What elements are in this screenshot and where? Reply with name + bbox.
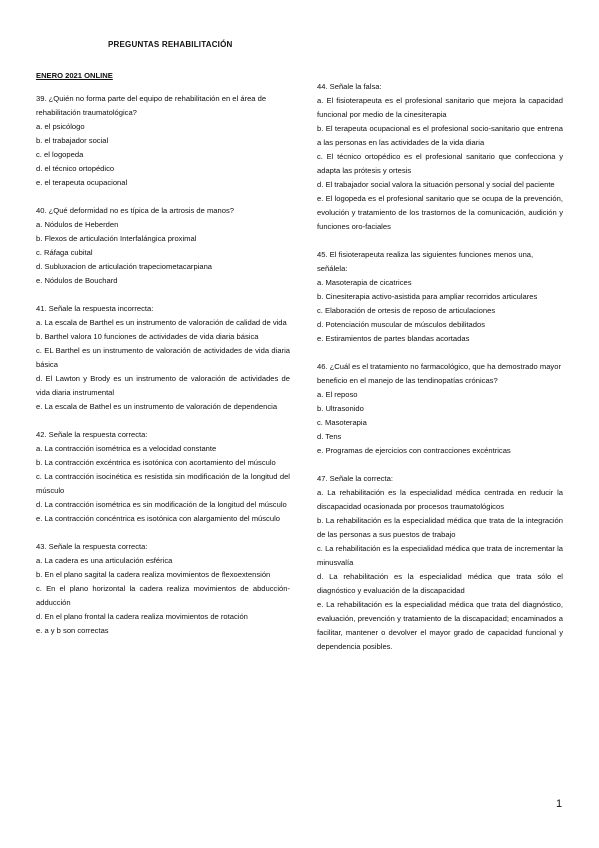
answer-option: c. Masoterapia — [317, 418, 367, 427]
answer-option: d. El Lawton y Brody es un instrumento de valoración de actividades de vida diaria instrumental — [36, 374, 290, 397]
answer-option: a. La cadera es una articulación esférica — [36, 556, 173, 565]
answer-option: e. La escala de Bathel es un instrumento de valoración de dependencia — [36, 402, 278, 411]
right-column — [317, 80, 563, 668]
answer-option: b. Barthel valora 10 funciones de actividades de vida diaria básica — [36, 332, 259, 341]
question-text: 45. El fisioterapeuta realiza las siguientes funciones menos una, señálela: — [317, 250, 534, 273]
answer-option: b. Ultrasonido — [317, 404, 364, 413]
answer-option: d. Subluxacion de articulación trapeciometacarpiana — [36, 262, 213, 271]
answer-option: d. La contracción isométrica es sin modificación de la longitud del músculo — [36, 500, 287, 509]
question-text: 41. Señale la respuesta incorrecta: — [36, 304, 154, 313]
question-text: 40. ¿Qué deformidad no es típica de la artrosis de manos? — [36, 206, 234, 215]
question-block — [36, 92, 290, 190]
answer-option: a. El reposo — [317, 390, 358, 399]
answer-option: b. En el plano sagital la cadera realiza movimientos de flexoextensión — [36, 570, 271, 579]
answer-option: e. Estiramientos de partes blandas acortadas — [317, 334, 470, 343]
question-block — [36, 302, 290, 414]
answer-option: a. La escala de Barthel es un instrumento de valoración de calidad de vida — [36, 318, 287, 327]
answer-option: b. La contracción excéntrica es isotónica con acortamiento del músculo — [36, 458, 276, 467]
answer-option: d. el técnico ortopédico — [36, 164, 115, 173]
answer-option: d. Potenciación muscular de músculos debilitados — [317, 320, 485, 329]
question-text: 42. Señale la respuesta correcta: — [36, 430, 148, 439]
right-question-list — [317, 80, 563, 654]
answer-option: c. La contracción isocinética es resistida sin modificación de la longitud del músculo — [36, 472, 290, 495]
answer-option: b. el trabajador social — [36, 136, 109, 145]
exam-label: ENERO 2021 ONLINE — [36, 71, 113, 80]
page-title: PREGUNTAS REHABILITACIÓN — [108, 40, 233, 49]
answer-option: d. La rehabilitación es la especialidad médica que trata sólo el diagnóstico y evaluación de la discapacidad — [317, 572, 563, 595]
answer-option: b. Flexos de articulación Interfalángica proximal — [36, 234, 197, 243]
question-block — [317, 248, 563, 346]
question-block — [36, 540, 290, 638]
answer-option: c. La rehabilitación es la especialidad médica que trata de incrementar la minusvalía — [317, 544, 563, 567]
answer-option: e. Nódulos de Bouchard — [36, 276, 118, 285]
question-block — [36, 204, 290, 288]
answer-option: e. el terapeuta ocupacional — [36, 178, 128, 187]
answer-option: c. En el plano horizontal la cadera realiza movimientos de abducción-adducción — [36, 584, 290, 607]
answer-option: b. La rehabilitación es la especialidad médica que trata de la integración de las personas a sus puestos de trabajo — [317, 516, 563, 539]
answer-option: a. La rehabilitación es la especialidad médica centrada en reducir la discapacidad ocasionada por procesos traumatológicos — [317, 488, 563, 511]
page-number: 1 — [556, 798, 563, 810]
left-column — [36, 69, 290, 652]
answer-option: e. El logopeda es el profesional sanitario que se ocupa de la prevención, evolución y tratamiento de los trastornos de la comunicación, audición y funciones oro-faciales — [317, 194, 563, 231]
answer-option: b. El terapeuta ocupacional es el profesional socio-sanitario que entrena a las personas en las actividades de la vida diaria — [317, 124, 563, 147]
answer-option: c. El técnico ortopédico es el profesional sanitario que confecciona y adapta las prótesis y ortesis — [317, 152, 563, 175]
answer-option: e. a y b son correctas — [36, 626, 109, 635]
answer-option: e. La contracción concéntrica es isotónica con alargamiento del músculo — [36, 514, 280, 523]
question-text: 43. Señale la respuesta correcta: — [36, 542, 148, 551]
answer-option: a. Nódulos de Heberden — [36, 220, 119, 229]
answer-option: c. EL Barthel es un instrumento de valoración de actividades de vida diaria básica — [36, 346, 290, 369]
question-block — [317, 80, 563, 234]
answer-option: d. En el plano frontal la cadera realiza movimientos de rotación — [36, 612, 248, 621]
question-text: 46. ¿Cuál es el tratamiento no farmacológico, que ha demostrado mayor beneficio en el manejo de las tendinopatías crónicas? — [317, 362, 561, 385]
answer-option: d. El trabajador social valora la situación personal y social del paciente — [317, 180, 555, 189]
question-text: 47. Señale la correcta: — [317, 474, 393, 483]
question-text: 39. ¿Quién no forma parte del equipo de rehabilitación en el área de rehabilitación traumatológica? — [36, 94, 267, 117]
answer-option: c. el logopeda — [36, 150, 84, 159]
answer-option: c. Elaboración de ortesis de reposo de articulaciones — [317, 306, 496, 315]
answer-option: a. el psicólogo — [36, 122, 85, 131]
answer-option: a. El fisioterapeuta es el profesional sanitario que mejora la capacidad funcional por medio de la cinesiterapia — [317, 96, 563, 119]
question-block — [317, 472, 563, 654]
answer-option: b. Cinesiterapia activo-asistida para ampliar recorridos articulares — [317, 292, 538, 301]
answer-option: e. La rehabilitación es la especialidad médica que trata del diagnóstico, evaluación, prevención y tratamiento de la discapacidad; encaminados a facilitar, mantener o devolver el mayor grado de capacidad funcional y dependencia posibles. — [317, 600, 563, 651]
question-text: 44. Señale la falsa: — [317, 82, 382, 91]
answer-option: d. Tens — [317, 432, 342, 441]
answer-option: e. Programas de ejercicios con contracciones excéntricas — [317, 446, 511, 455]
answer-option: a. La contracción isométrica es a velocidad constante — [36, 444, 217, 453]
answer-option: c. Ráfaga cubital — [36, 248, 93, 257]
left-question-list — [36, 92, 290, 638]
question-block — [317, 360, 563, 458]
answer-option: a. Masoterapia de cicatrices — [317, 278, 412, 287]
question-block — [36, 428, 290, 526]
